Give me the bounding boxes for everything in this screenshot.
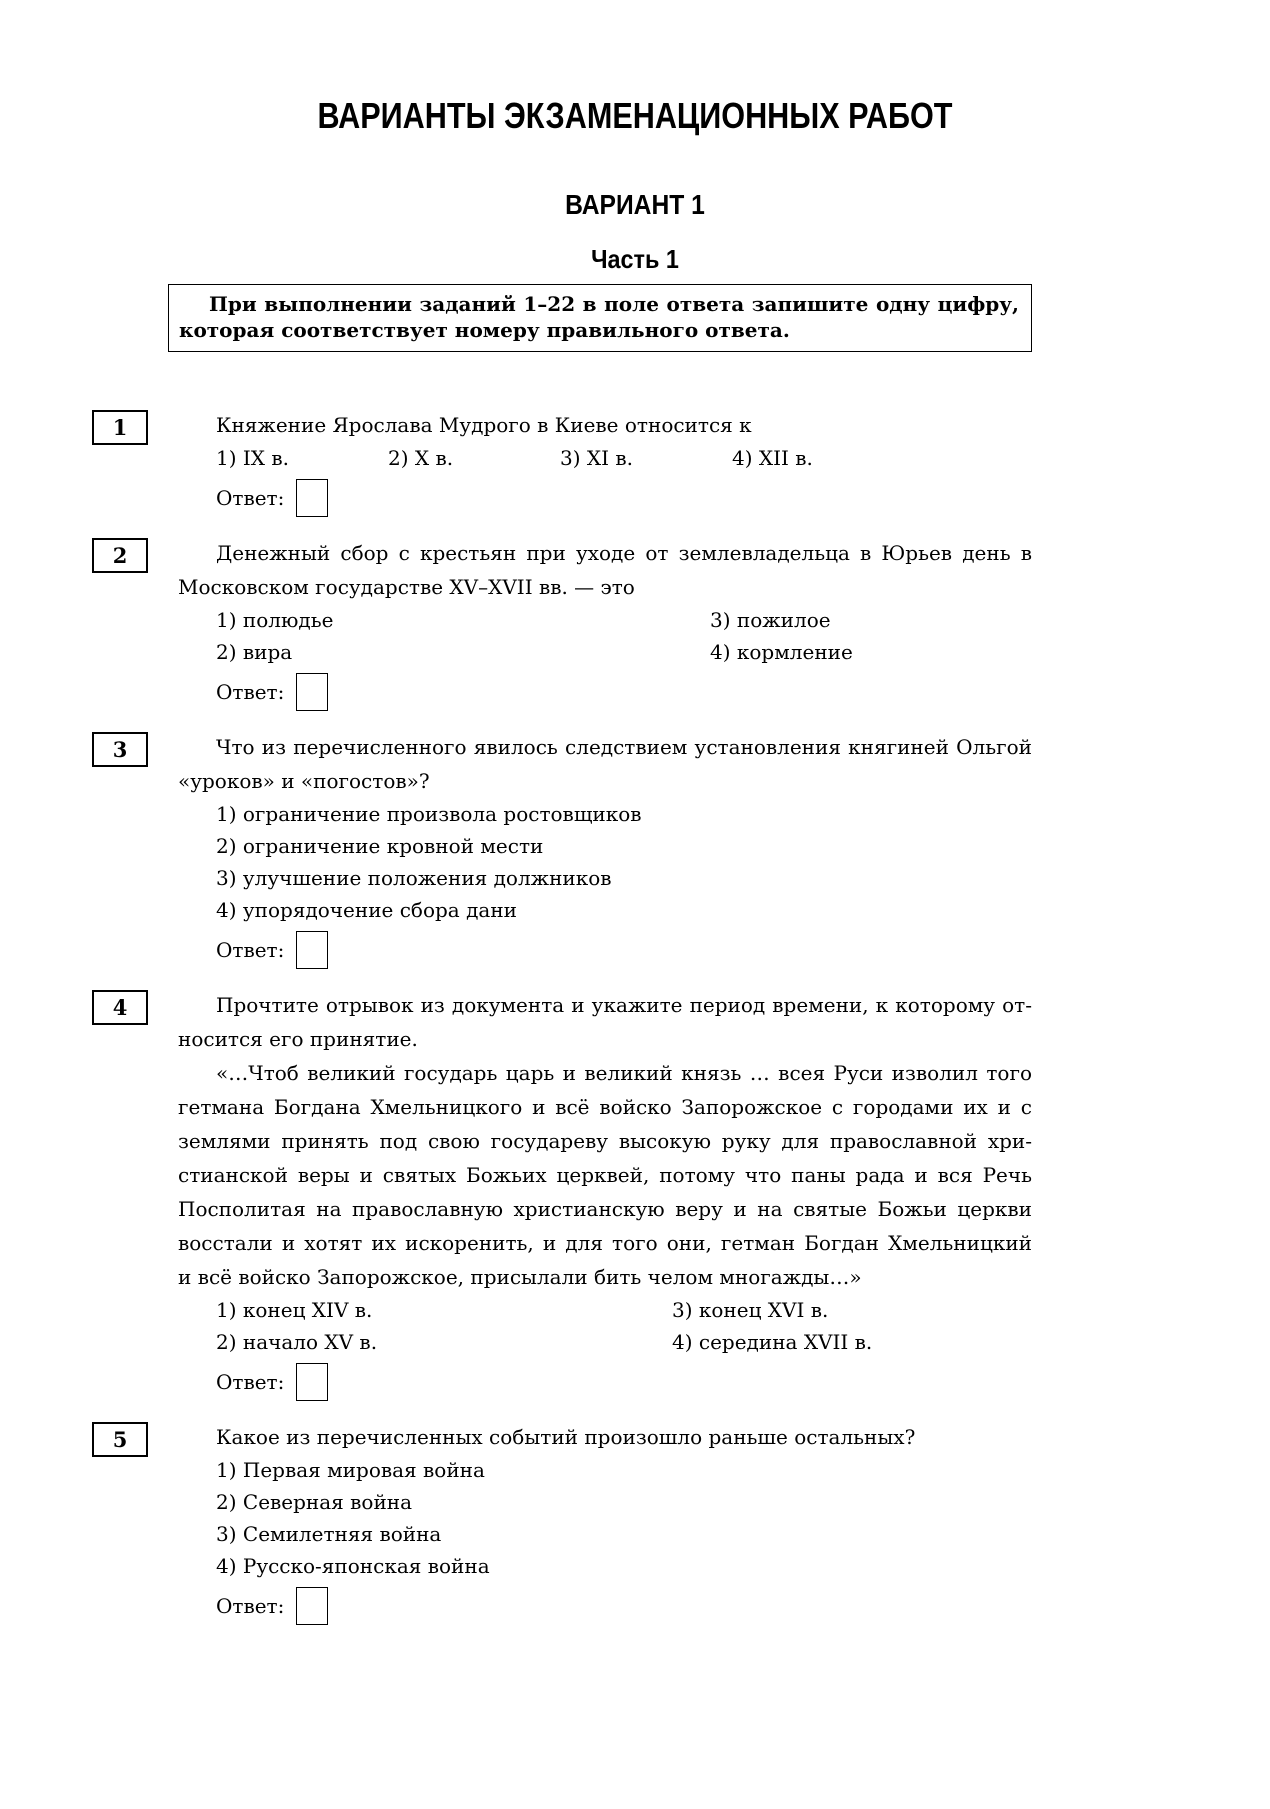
question-text-line: Что из перечисленного явилось следствием установления княгиней Ольгой bbox=[216, 735, 1032, 759]
answer-box bbox=[296, 1587, 328, 1625]
question-text-line: Прочтите отрывок из документа и укажите период времени, к которому от- bbox=[216, 993, 1032, 1017]
question-3 bbox=[0, 730, 1270, 970]
question-number-box bbox=[92, 538, 148, 573]
page-title: ВАРИАНТЫ ЭКЗАМЕНАЦИОННЫХ РАБОТ bbox=[317, 95, 953, 136]
quote-line: землями принять под свою государеву высокую руку для православной хри- bbox=[178, 1129, 1032, 1153]
option: 2) вира bbox=[216, 640, 293, 664]
option: 2) ограничение кровной мести bbox=[216, 834, 544, 858]
question-number-box bbox=[92, 410, 148, 445]
part-title: Часть 1 bbox=[591, 244, 679, 274]
answer-row bbox=[216, 930, 1032, 970]
question-text-line: «уроков» и «погостов»? bbox=[178, 769, 430, 793]
answer-label: Ответ: bbox=[216, 938, 285, 962]
question-5 bbox=[0, 1420, 1270, 1626]
answer-label: Ответ: bbox=[216, 680, 285, 704]
question-text-line: Какое из перечисленных событий произошло раньше остальных? bbox=[216, 1425, 916, 1449]
answer-row bbox=[216, 478, 1032, 518]
question-content bbox=[178, 408, 1032, 518]
options-grid bbox=[216, 1294, 1032, 1358]
answer-box bbox=[296, 931, 328, 969]
answer-row bbox=[216, 1586, 1032, 1626]
quote-line: гетмана Богдана Хмельницкого и всё войско Запорожское с городами их и с bbox=[178, 1095, 1032, 1119]
option: 4) середина XVII в. bbox=[672, 1330, 873, 1354]
quote-line: «…Чтоб великий государь царь и великий князь … всея Руси изволил того bbox=[216, 1061, 1032, 1085]
options-row bbox=[216, 442, 1032, 474]
question-1 bbox=[0, 408, 1270, 518]
option: 2) Северная война bbox=[216, 1490, 413, 1514]
answer-row bbox=[216, 672, 1032, 712]
quote-line: восстали и хотят их искоренить, и для того они, гетман Богдан Хмельницкий bbox=[178, 1231, 1032, 1255]
option: 3) XI в. bbox=[560, 446, 633, 470]
question-number: 1 bbox=[112, 415, 128, 440]
question-number: 5 bbox=[112, 1427, 128, 1452]
question-content bbox=[178, 1420, 1032, 1626]
question-text-line: Московском государстве XV–XVII вв. — это bbox=[178, 575, 635, 599]
instruction-box bbox=[168, 284, 1032, 352]
question-text-line: Денежный сбор с крестьян при уходе от землевладельца в Юрьев день в bbox=[216, 541, 1032, 565]
options-list bbox=[216, 1454, 1032, 1582]
question-number: 2 bbox=[112, 543, 128, 568]
question-number-box bbox=[92, 990, 148, 1025]
question-text-line: Княжение Ярослава Мудрого в Киеве относится к bbox=[216, 413, 752, 437]
option: 2) начало XV в. bbox=[216, 1330, 378, 1354]
question-number: 4 bbox=[112, 995, 128, 1020]
option: 1) конец XIV в. bbox=[216, 1298, 373, 1322]
questions-section bbox=[0, 408, 1270, 1626]
question-text-line: носится его принятие. bbox=[178, 1027, 418, 1051]
options-list bbox=[216, 798, 1032, 926]
question-content bbox=[178, 536, 1032, 712]
answer-box bbox=[296, 1363, 328, 1401]
answer-label: Ответ: bbox=[216, 1370, 285, 1394]
exam-page bbox=[0, 96, 1270, 1809]
answer-label: Ответ: bbox=[216, 1594, 285, 1618]
option: 4) упорядочение сбора дани bbox=[216, 898, 517, 922]
question-number-box bbox=[92, 732, 148, 767]
option: 1) полюдье bbox=[216, 608, 334, 632]
question-content bbox=[178, 988, 1032, 1402]
option: 4) XII в. bbox=[732, 446, 813, 470]
option: 1) ограничение произвола ростовщиков bbox=[216, 802, 642, 826]
document-quote bbox=[178, 1056, 1032, 1294]
option: 3) конец XVI в. bbox=[672, 1298, 829, 1322]
question-number-box bbox=[92, 1422, 148, 1457]
answer-label: Ответ: bbox=[216, 486, 285, 510]
quote-line: и всё войско Запорожское, присылали бить челом многажды…» bbox=[178, 1265, 862, 1289]
instruction-line: которая соответствует номеру правильного ответа. bbox=[179, 318, 790, 342]
variant-title: ВАРИАНТ 1 bbox=[565, 189, 705, 220]
question-4 bbox=[0, 988, 1270, 1402]
option: 3) пожилое bbox=[710, 608, 831, 632]
question-2 bbox=[0, 536, 1270, 712]
option: 1) Первая мировая война bbox=[216, 1458, 485, 1482]
quote-line: стианской веры и святых Божьих церквей, потому что паны рада и вся Речь bbox=[178, 1163, 1032, 1187]
instruction-line: При выполнении заданий 1–22 в поле ответа запишите одну цифру, bbox=[209, 292, 1019, 316]
quote-line: Посполитая на православную христианскую веру и на святые Божьи церкви bbox=[178, 1197, 1032, 1221]
answer-box bbox=[296, 479, 328, 517]
question-content bbox=[178, 730, 1032, 970]
question-number: 3 bbox=[112, 737, 128, 762]
option: 3) улучшение положения должников bbox=[216, 866, 612, 890]
option: 4) Русско-японская война bbox=[216, 1554, 490, 1578]
options-grid bbox=[216, 604, 1032, 668]
option: 1) IX в. bbox=[216, 446, 289, 470]
option: 4) кормление bbox=[710, 640, 853, 664]
answer-row bbox=[216, 1362, 1032, 1402]
answer-box bbox=[296, 673, 328, 711]
option: 3) Семилетняя война bbox=[216, 1522, 442, 1546]
option: 2) X в. bbox=[388, 446, 454, 470]
